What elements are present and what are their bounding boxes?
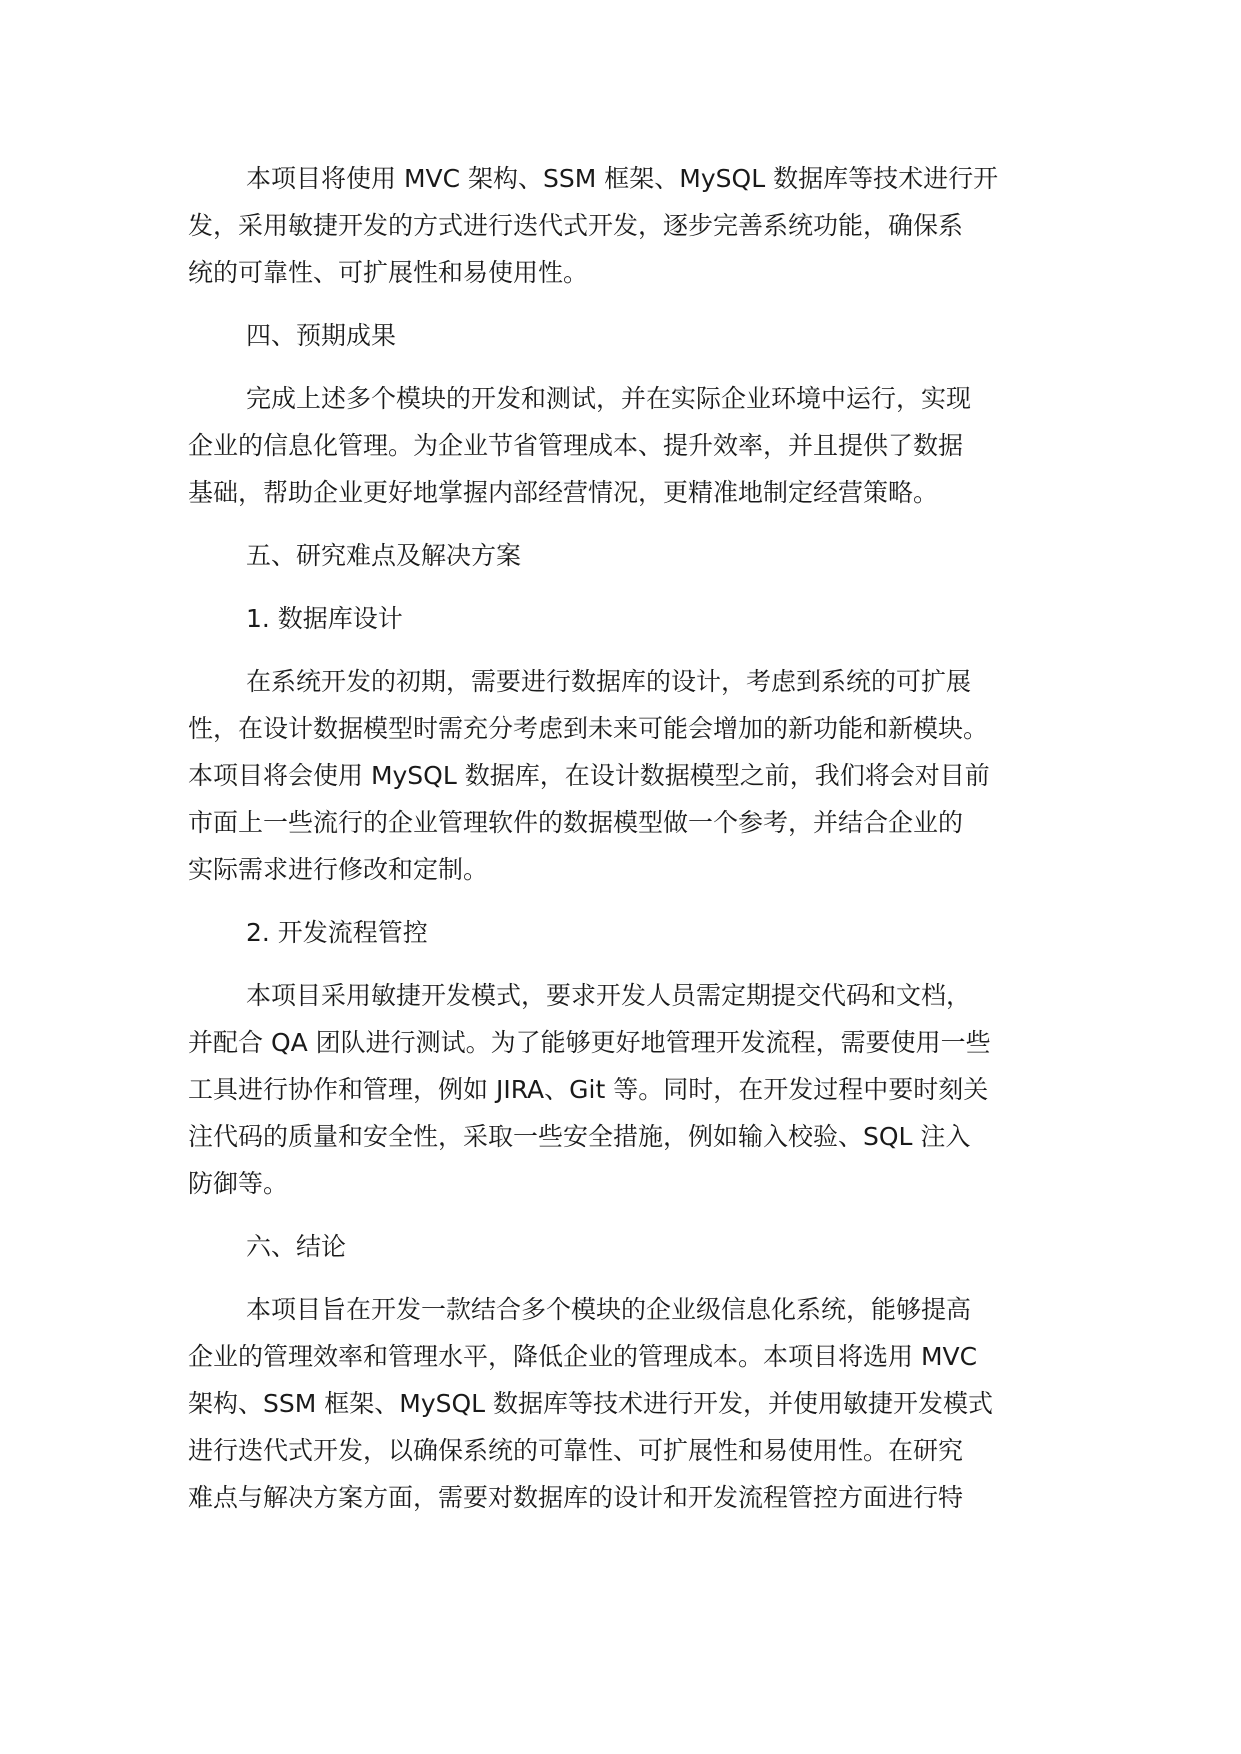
text-line: 四、预期成果 xyxy=(246,321,397,350)
text-line: 统的可靠性、可扩展性和易使用性。 xyxy=(188,258,589,287)
text-line: 1. 数据库设计 xyxy=(246,604,403,633)
paragraph xyxy=(188,155,1048,296)
text-line: 注代码的质量和安全性，采取一些安全措施，例如输入校验、SQL 注入 xyxy=(188,1122,971,1151)
text-line: 性，在设计数据模型时需充分考虑到未来可能会增加的新功能和新模块。 xyxy=(188,714,989,743)
text-line: 基础，帮助企业更好地掌握内部经营情况，更精准地制定经营策略。 xyxy=(188,478,939,507)
section-heading xyxy=(188,909,1048,956)
text-line: 架构、SSM 框架、MySQL 数据库等技术进行开发，并使用敏捷开发模式 xyxy=(188,1389,994,1418)
section-heading xyxy=(188,1223,1048,1270)
text-line: 本项目采用敏捷开发模式，要求开发人员需定期提交代码和文档， xyxy=(246,981,972,1010)
text-line: 完成上述多个模块的开发和测试，并在实际企业环境中运行，实现 xyxy=(246,384,972,413)
text-line: 难点与解决方案方面，需要对数据库的设计和开发流程管控方面进行特 xyxy=(188,1483,964,1512)
text-line: 企业的信息化管理。为企业节省管理成本、提升效率，并且提供了数据 xyxy=(188,431,964,460)
text-line: 本项目将使用 MVC 架构、SSM 框架、MySQL 数据库等技术进行开 xyxy=(246,164,999,193)
text-line: 防御等。 xyxy=(188,1169,289,1198)
document-body xyxy=(188,155,1048,1537)
text-line: 市面上一些流行的企业管理软件的数据模型做一个参考，并结合企业的 xyxy=(188,808,964,837)
text-line: 2. 开发流程管控 xyxy=(246,918,428,947)
section-heading xyxy=(188,595,1048,642)
text-line: 本项目旨在开发一款结合多个模块的企业级信息化系统，能够提高 xyxy=(246,1295,972,1324)
text-line: 发，采用敏捷开发的方式进行迭代式开发，逐步完善系统功能，确保系 xyxy=(188,211,964,240)
text-line: 工具进行协作和管理，例如 JIRA、Git 等。同时，在开发过程中要时刻关 xyxy=(188,1075,989,1104)
text-line: 本项目将会使用 MySQL 数据库，在设计数据模型之前，我们将会对目前 xyxy=(188,761,990,790)
paragraph xyxy=(188,1286,1048,1521)
text-line: 进行迭代式开发，以确保系统的可靠性、可扩展性和易使用性。在研究 xyxy=(188,1436,964,1465)
text-line: 五、研究难点及解决方案 xyxy=(246,541,522,570)
text-line: 企业的管理效率和管理水平，降低企业的管理成本。本项目将选用 MVC xyxy=(188,1342,978,1371)
section-heading xyxy=(188,532,1048,579)
paragraph xyxy=(188,658,1048,893)
text-line: 实际需求进行修改和定制。 xyxy=(188,855,489,884)
section-heading xyxy=(188,312,1048,359)
text-line: 并配合 QA 团队进行测试。为了能够更好地管理开发流程，需要使用一些 xyxy=(188,1028,991,1057)
paragraph xyxy=(188,375,1048,516)
text-line: 在系统开发的初期，需要进行数据库的设计，考虑到系统的可扩展 xyxy=(246,667,972,696)
text-line: 六、结论 xyxy=(246,1232,347,1261)
paragraph xyxy=(188,972,1048,1207)
